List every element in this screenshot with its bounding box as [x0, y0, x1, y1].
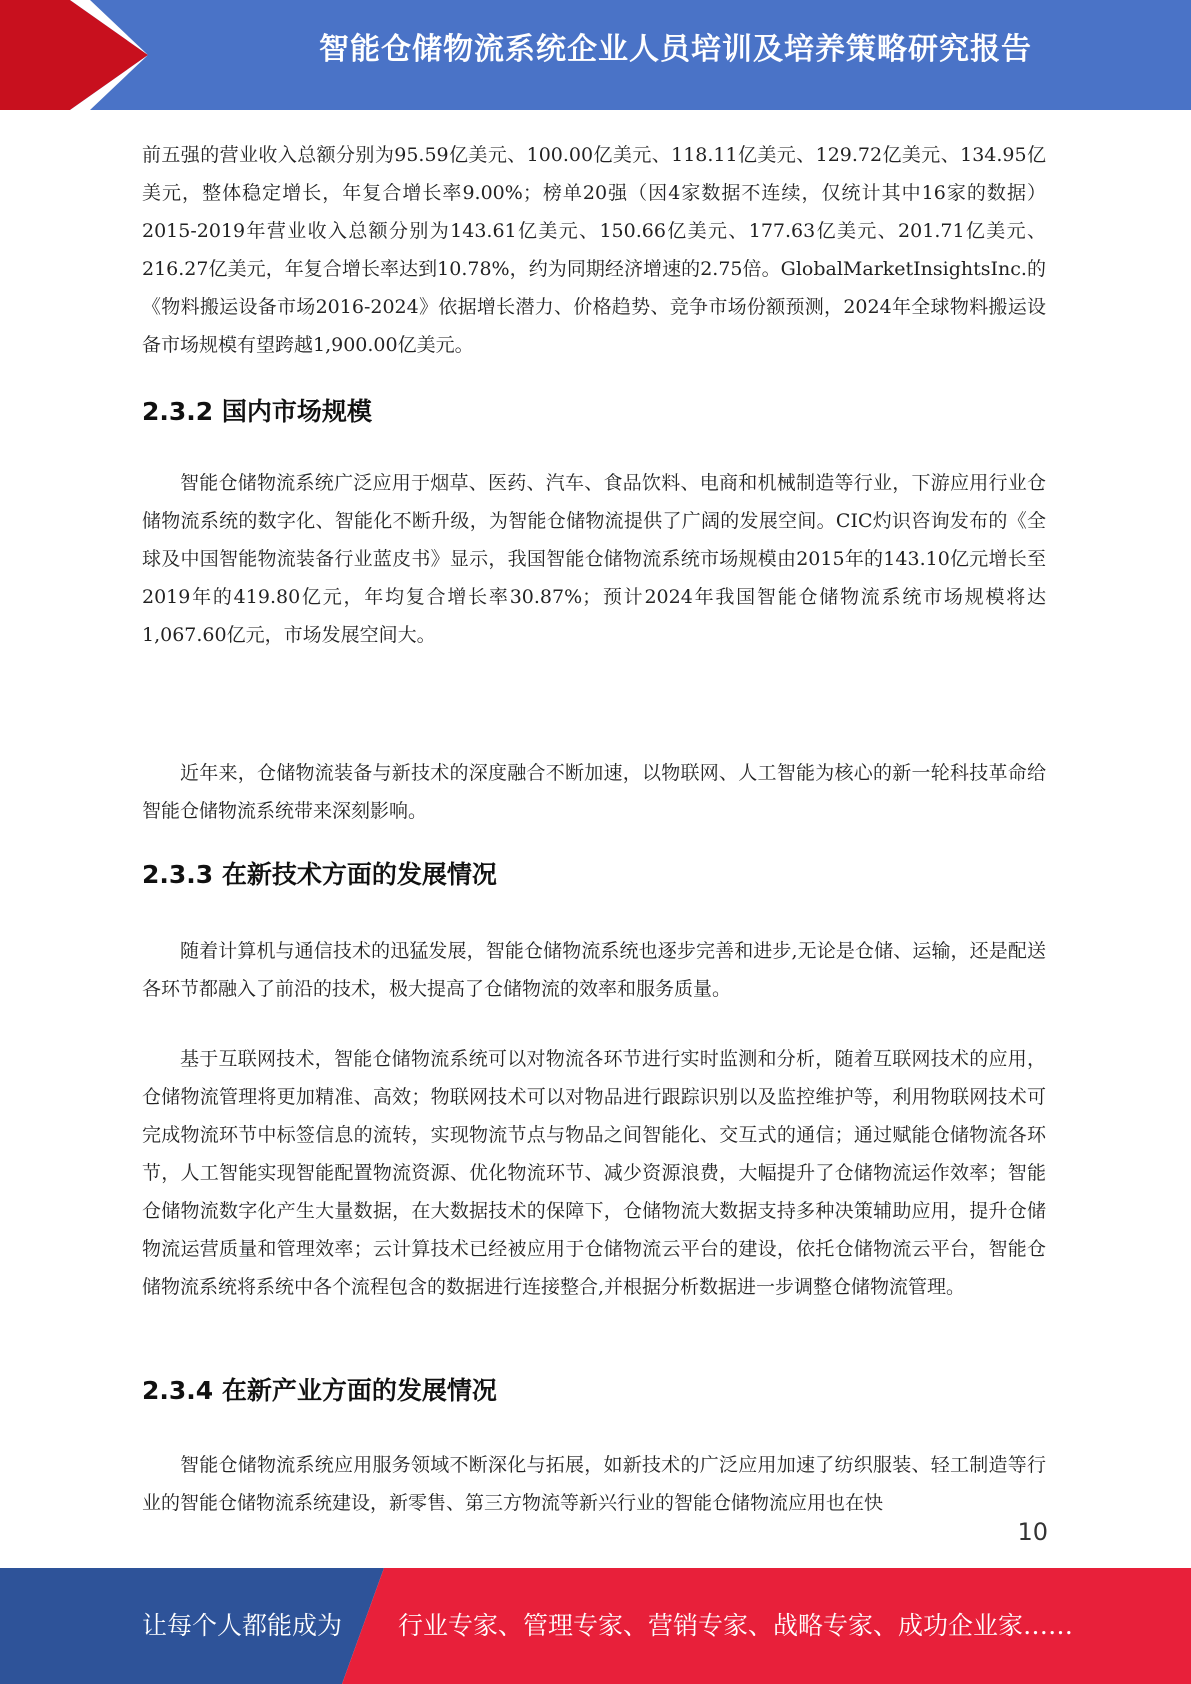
heading-domestic-market-scale: 2.3.2 国内市场规模 [142, 397, 372, 426]
heading-new-technology: 2.3.3 在新技术方面的发展情况 [142, 860, 497, 889]
page-footer [0, 1568, 1191, 1684]
paragraph-market-revenue: 前五强的营业收入总额分别为95.59亿美元、100.00亿美元、118.11亿美元、129.72亿美元、134.95亿美元，整体稳定增长，年复合增长率9.00%；榜单20强（因4家数据不连续，仅统计其中16家的数据）2015-2019年营业收入总额分别为143.61亿美元、150.66亿美元、177.63亿美元、201.71亿美元、216.27亿美元，年复合增长率达到10.78%，约为同期经济增速的2.75倍。GlobalMarketInsightsInc.的《物料搬运设备市场2016-2024》依据增长潜力、价格趋势、竞争市场份额预测，2024年全球物料搬运设备市场规模有望跨越1,900.00亿美元。 [142, 144, 1046, 356]
paragraph-new-industry: 智能仓储物流系统应用服务领域不断深化与拓展，如新技术的广泛应用加速了纺织服装、轻工制造等行业的智能仓储物流系统建设，新零售、第三方物流等新兴行业的智能仓储物流应用也在快 [142, 1454, 1046, 1514]
paragraph-domestic-market: 智能仓储物流系统广泛应用于烟草、医药、汽车、食品饮料、电商和机械制造等行业，下游应用行业仓储物流系统的数字化、智能化不断升级，为智能仓储物流提供了广阔的发展空间。CIC灼识咨询发布的《全球及中国智能物流装备行业蓝皮书》显示，我国智能仓储物流系统市场规模由2015年的143.10亿元增长至2019年的419.80亿元，年均复合增长率30.87%；预计2024年我国智能仓储物流系统市场规模将达1,067.60亿元，市场发展空间大。 [142, 472, 1046, 646]
paragraph-tech-development: 随着计算机与通信技术的迅猛发展，智能仓储物流系统也逐步完善和进步,无论是仓储、运输，还是配送各环节都融入了前沿的技术，极大提高了仓储物流的效率和服务质量。 [142, 940, 1046, 1000]
page-number: 10 [1017, 1518, 1048, 1546]
paragraph-new-tech-intro: 近年来，仓储物流装备与新技术的深度融合不断加速，以物联网、人工智能为核心的新一轮科技革命给智能仓储物流系统带来深刻影响。 [142, 762, 1046, 822]
paragraph-tech-applications: 基于互联网技术，智能仓储物流系统可以对物流各环节进行实时监测和分析，随着互联网技术的应用，仓储物流管理将更加精准、高效；物联网技术可以对物品进行跟踪识别以及监控维护等，利用物联网技术可完成物流环节中标签信息的流转，实现物流节点与物品之间智能化、交互式的通信；通过赋能仓储物流各环节，人工智能实现智能配置物流资源、优化物流环节、减少资源浪费，大幅提升了仓储物流运作效率；智能仓储物流数字化产生大量数据，在大数据技术的保障下，仓储物流大数据支持多种决策辅助应用，提升仓储物流运营质量和管理效率；云计算技术已经被应用于仓储物流云平台的建设，依托仓储物流云平台，智能仓储物流系统将系统中各个流程包含的数据进行连接整合,并根据分析数据进一步调整仓储物流管理。 [142, 1048, 1046, 1298]
page-header [0, 0, 1191, 110]
header-title: 智能仓储物流系统企业人员培训及培养策略研究报告 [319, 32, 1032, 67]
footer-slogan-left: 让每个人都能成为 [142, 1611, 343, 1640]
footer-slogan-right: 行业专家、管理专家、营销专家、战略专家、成功企业家…… [398, 1611, 1074, 1640]
heading-new-industry: 2.3.4 在新产业方面的发展情况 [142, 1376, 497, 1405]
